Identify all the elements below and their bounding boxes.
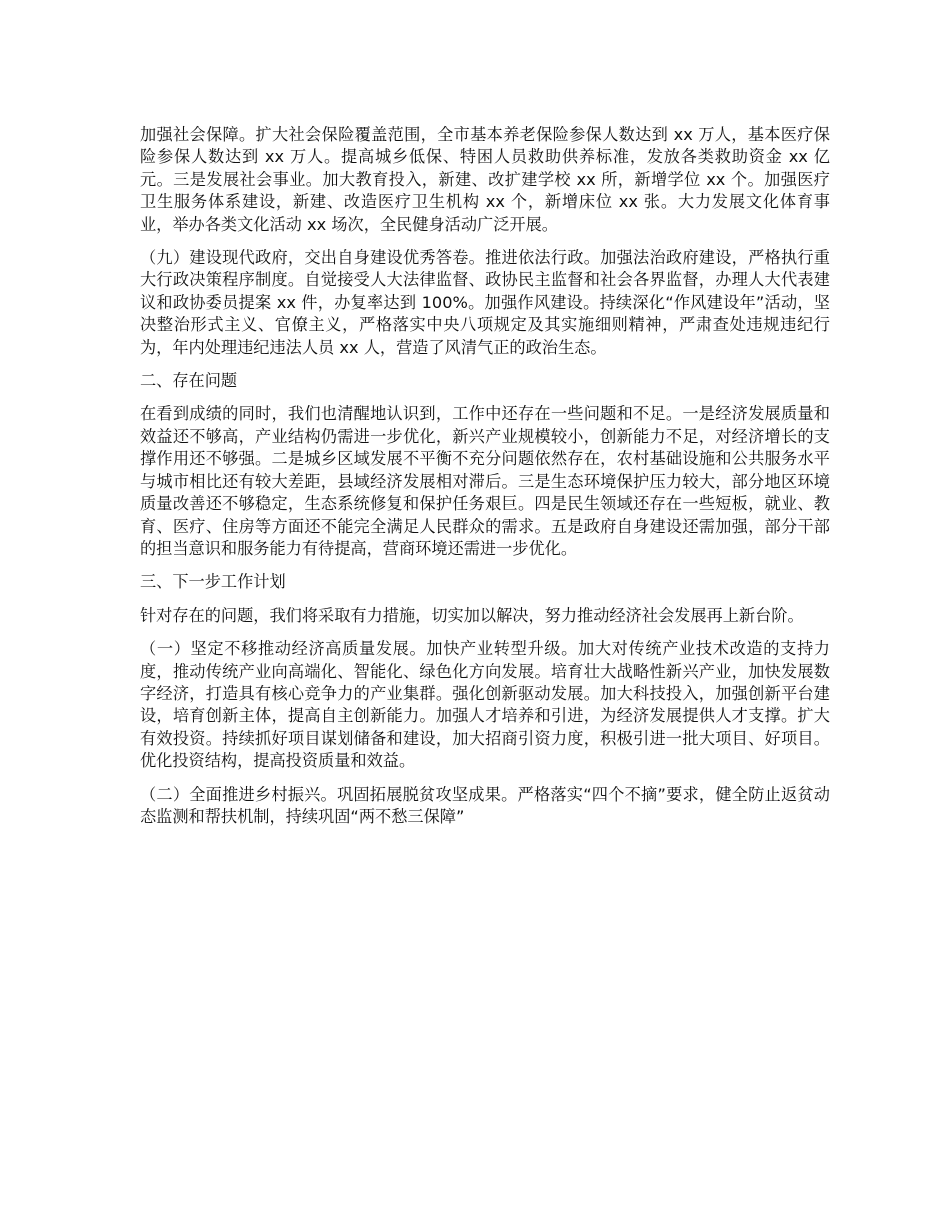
paragraph-plan-economy: （一）坚定不移推动经济高质量发展。加快产业转型升级。加大对传统产业技术改造的支持力度，推动传统产业向高端化、智能化、绿色化方向发展。培育壮大战略性新兴产业，加快发展数字经济，打造具有核心竞争力的产业集群。强化创新驱动发展。加大科技投入，加强创新平台建设，培育创新主体，提高自主创新能力。加强人才培养和引进，为经济发展提供人才支撑。扩大有效投资。持续抓好项目谋划储备和建设，加大招商引资力度，积极引进一批大项目、好项目。优化投资结构，提高投资质量和效益。 <box>140 639 830 771</box>
paragraph-social-security: 加强社会保障。扩大社会保险覆盖范围，全市基本养老保险参保人数达到 xx 万人，基本医疗保险参保人数达到 xx 万人。提高城乡低保、特困人员救助供养标准，发放各类救助资金 xx 亿元。三是发展社会事业。加大教育投入，新建、改扩建学校 xx 所，新增学位 xx 个。加强医疗卫生服务体系建设，新建、改造医疗卫生机构 xx 个，新增床位 xx 张。大力发展文化体育事业，举办各类文化活动 xx 场次，全民健身活动广泛开展。 <box>140 125 830 234</box>
section-heading-problems: 二、存在问题 <box>140 371 238 391</box>
paragraph-plan-rural: （二）全面推进乡村振兴。巩固拓展脱贫攻坚成果。严格落实“四个不摘”要求，健全防止返贫动态监测和帮扶机制，持续巩固“两不愁三保障” <box>140 784 830 826</box>
paragraph-modern-government: （九）建设现代政府，交出自身建设优秀答卷。推进依法行政。加强法治政府建设，严格执行重大行政决策程序制度。自觉接受人大法律监督、政协民主监督和社会各界监督，办理人大代表建议和政协委员提案 xx 件，办复率达到 100%。加强作风建设。持续深化“作风建设年”活动，坚决整治形式主义、官僚主义，严格落实中央八项规定及其实施细则精神，严肃查处违规违纪行为，年内处理违纪违法人员 xx 人，营造了风清气正的政治生态。 <box>140 248 830 357</box>
section-heading-next-plan: 三、下一步工作计划 <box>140 572 286 592</box>
paragraph-plan-intro: 针对存在的问题，我们将采取有力措施，切实加以解决，努力推动经济社会发展再上新台阶。 <box>140 605 804 625</box>
document-page <box>140 124 830 839</box>
paragraph-problems: 在看到成绩的同时，我们也清醒地认识到，工作中还存在一些问题和不足。一是经济发展质量和效益还不够高，产业结构仍需进一步优化，新兴产业规模较小，创新能力不足，对经济增长的支撑作用还不够强。二是城乡区域发展不平衡不充分问题依然存在，农村基础设施和公共服务水平与城市相比还有较大差距，县域经济发展相对滞后。三是生态环境保护压力较大，部分地区环境质量改善还不够稳定，生态系统修复和保护任务艰巨。四是民生领域还存在一些短板，就业、教育、医疗、住房等方面还不能完全满足人民群众的需求。五是政府自身建设还需加强，部分干部的担当意识和服务能力有待提高，营商环境还需进一步优化。 <box>140 404 830 558</box>
